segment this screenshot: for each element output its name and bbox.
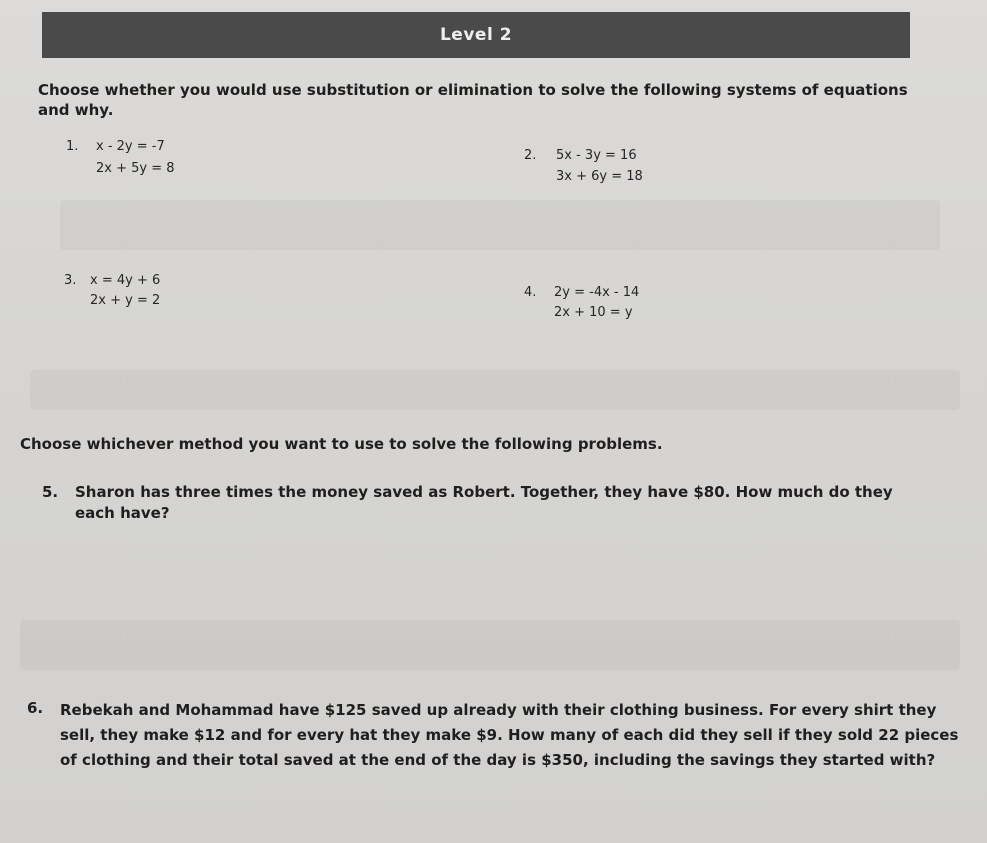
equation-1: x - 2y = -7: [96, 139, 165, 154]
equation-1: x = 4y + 6: [90, 273, 161, 288]
problem-number: 4.: [524, 285, 537, 300]
problem-number: 3.: [64, 273, 77, 288]
paper-shadow: [60, 200, 940, 250]
paper-shadow: [30, 370, 960, 410]
problem-text: Rebekah and Mohammad have $125 saved up already with their clothing business. For every shirt they sell, they make $12 and for every hat they make $9. How many of each did they sell if they sold 22 pieces of clothing and their total saved at the end of the day is $350, including the savings they started with?: [60, 701, 959, 769]
equation-2: 2x + y = 2: [90, 293, 161, 308]
problem-number: 2.: [524, 148, 537, 163]
paper-shadow: [20, 620, 960, 670]
equation-2: 3x + 6y = 18: [556, 169, 643, 184]
equation-2: 2x + 10 = y: [554, 305, 633, 320]
level-header-bar: [42, 12, 910, 58]
equation-1: 5x - 3y = 16: [556, 148, 637, 163]
problem-text: Sharon has three times the money saved as Robert. Together, they have $80. How much do they each have?: [75, 483, 893, 522]
level-title: Level 2: [439, 25, 513, 45]
instructions-word-problems: Choose whichever method you want to use to solve the following problems.: [20, 435, 663, 453]
problem-number: 1.: [66, 139, 79, 154]
equation-2: 2x + 5y = 8: [96, 161, 175, 176]
instructions-systems: Choose whether you would use substitution or elimination to solve the following systems of equations and why.: [38, 81, 908, 119]
problem-number: 5.: [42, 483, 59, 501]
equation-1: 2y = -4x - 14: [554, 285, 640, 300]
problem-number: 6.: [27, 699, 44, 717]
